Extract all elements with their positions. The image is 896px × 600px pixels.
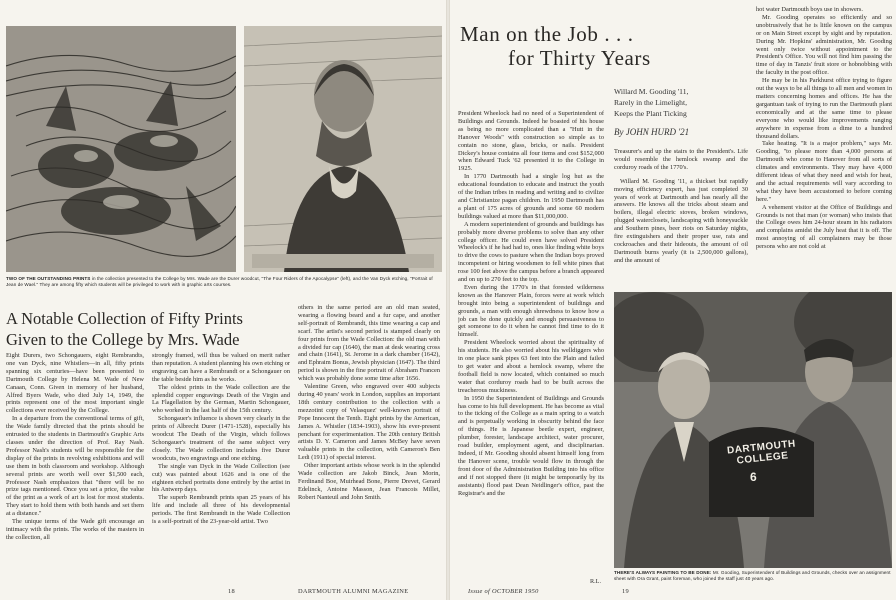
paragraph: Mr. Gooding operates so efficiently and so unobtrusively that he is little known on the campus or on Main Street except by sight and by reputation. During Mr. Hopkins' administration, Mr. Gooding went only twice without appointment to the President's Office. You will not find him passing the time of day in Tanzis' fruit store or hobnobbing with the faculty in the post office. [756,13,892,77]
magazine-name: DARTMOUTH ALUMNI MAGAZINE [298,588,409,595]
prints-headline-line1: A Notable Collection of Fifty Prints [6,309,243,328]
photo-sign-number: 6 [750,470,757,484]
issue-date: Issue of OCTOBER 1950 [468,588,539,595]
paragraph: Treasurer's and up the stairs to the President's. Life would resemble the hemlock swamp and the corduroy roads of the 1770's. [614,148,748,171]
paragraph: Valentine Green, who engraved over 400 subjects during 40 years' work in London, supplies an important 18th century contribution to the collection with a mezzotint copy of Velasquez' well-known portrait of Pope Innocent the Tenth. Eight prints by the American, James A. Whistler (1834-1903), show his ever-present penchant for experimentation. The 20th century British artists D. Y. Cameron and James McBey have seven valuable prints in the collection, with Cameron's Ben Ledi (1911) of special interest. [298,383,440,462]
prints-column-3 [298,304,440,584]
gooding-headline [460,22,720,70]
paragraph: Willard M. Gooding '11, a thickset but rapidly moving efficiency expert, has just completed 30 years of work at Dartmouth and has nearly all the answers. He knows all the tricks about steam and boilers, illegal electric stoves, broken windows, plugged waterclosets, landscaping with honeysuckle and Southern pines, beer riots on Saturday nights, fire extinguishers and their proper use, rats and cockroaches and their hideouts, the amount of oil Dartmouth burns yearly (it is 2,500,000 gallons), and the amount of [614,177,748,264]
paragraph: In 1770 Dartmouth had a single log hut as the educational foundation to educate and instruct the youth of the Indian tribes in reading and writing and to civilize and Christianize pagan children. In 1950 Dartmouth has a plant of 175 acres of grounds and some 60 modern buildings valued at more than $11,000,000. [458,173,604,220]
paragraph: The unique terms of the Wade gift encourage an intimacy with the prints. The works of the masters in the collection, all [6,518,144,541]
paragraph: hot water Dartmouth boys use in showers. [756,6,863,13]
page-number-left: 18 [228,588,235,595]
durer-woodcut-image [6,26,236,272]
gooding-headline-line1: Man on the Job . . . [460,22,634,46]
paragraph: In a departure from the conventional terms of gift, the Wade family directed that the prints should be entrusted to the students in Dartmouth's Graphic Arts classes under the direction of Prof. Ray Nash. Professor Nash's students will be responsible for the display of the prints in revolving exhibitions and will use them in both classroom and workshop. Although several prints are worth well over $1,500 each, Professor Nash emphasizes that "there will be no prize tags mentioned. Once you set a price, the value of the print as a work of art is lost for most students. They start to hold them with both hands and set them at a distance." [6,415,144,518]
prints-caption-text: in the collection presented to the College by Mrs. Wade are the Durer woodcut, "The Four Riders of the Apocalypse" (left), and the Van Dyck etching, "Portrait of Jean de Wael." They are among fifty which students will be privileged to work with in graphic arts courses. [6,276,433,287]
prints-headline-line2: Given to the College by Mrs. Wade [6,330,240,349]
paragraph: He may be in his Parkhurst office trying to figure out the ways to be all things to all men and women in matters concerning homes and offices. He has the gargantuan task of trying to run the Dartmouth plant economically and at the same time to please everyone who would like improvements ranging anywhere in expense from a dime to a hundred thousand dollars. [756,77,892,140]
gooding-caption [614,570,892,582]
prints-column-1 [6,352,144,584]
paragraph: President Wheelock worried about the spirituality of his students. He also worried about his welldiggers who in one place sank pipes 63 feet into the Plain and failed to get water and about a hemlock swamp, where the football field is now located, which contained so much water that corduroy roads had to be built across the treacherous muckiness. [458,339,604,394]
paragraph: Even during the 1770's in that forested wilderness known as the Hanover Plain, forces were at work which brought into being a superintendent of buildings and grounds, a man with enough shrewdness to know how a job can be done quickly and enough persuasiveness to get someone to do it when he cannot find time to do it himself. [458,283,604,339]
paragraph: President Wheelock had no need of a Superintendent of Buildings and Grounds. Indeed he boasted of his house as being no more complicated than a "Hutt in the Hanover Woods" with construction so simple as to contain no stone, glass, bricks, or nails. President Dickey's house contains all four items and cost $152,000 when Edward Tuck '62 presented it to the College in 1925. [458,110,604,173]
byline: By JOHN HURD '21 [614,127,690,137]
gooding-column-2 [614,148,748,290]
gooding-deck [614,87,734,119]
gooding-column-1 [458,110,604,584]
deck-line: Rarely in the Limelight, [614,97,687,107]
signoff: R.L. [590,578,602,585]
prints-caption-lead: TWO OF THE OUTSTANDING PRINTS [6,276,91,281]
paragraph: A vehement visitor at the Office of Buildings and Grounds is not that man (or woman) who insists that the College owes him 24-hour steam in his radiators and complains amidst the July heat that it is off. The most annoying of all complainers may be those persons who are not cold at [756,203,892,251]
paragraph: Other important artists whose work is in the splendid Wade collection are Jakob Binck, Jean Morin, Ferdinand Boe, Muirhead Bone, Pierre Drevet, Gerard Edelinck, Antoine Masson, Jean Francois Millet, Robert Nanteuil and John Smith. [298,462,440,501]
prints-caption [6,276,442,288]
gooding-headline-line2: for Thirty Years [508,46,651,70]
photo-sign-text: DARTMOUTH COLLEGE [726,438,797,467]
paragraph: A modern superintendent of grounds and buildings has probably more diverse problems to solve than any other college officer. He could even have solved President Wheelock's if he had had to, ones like finding white boys to drive the cows to pasture when the Indian boys proved incompetent or hiring woodsmen to fell white pines that rose 100 feet above the campus before a branch appeared and on up to 270 feet to the top. [458,220,604,284]
van-dyck-etching-image [244,26,442,272]
deck-line: Keeps the Plant Ticking [614,108,687,118]
paragraph: The superb Rembrandt prints span 25 years of his life and include all three of his developmental periods. The first Rembrandt in the Wade Collection is a self-portrait of the 23-year-old artist. Two [152,494,290,526]
paragraph: Eight Durers, two Schongauers, eight Rembrandts, one van Dyck, nine Whistlers—in all, fifty prints spanning six centuries—have been presented to Dartmouth College by Helena M. Wade of New Canaan, Conn. Given in memory of her husband, Alfred Byers Wade, who died July 14, 1949, the prints represent one of the most important single collections ever received by the College. [6,352,144,415]
paragraph: The single van Dyck in the Wade Collection (see cut) was painted about 1626 and is one of the eighteen etched portraits done entirely by the artist in his Antwerp days. [152,462,290,494]
paragraph: The oldest prints in the Wade collection are the splendid copper engravings Death of the Virgin and La Flagellation by the German, Martin Schongauer, who worked in the last half of the 15th century. [152,383,290,415]
paragraph: In 1950 the Superintendent of Buildings and Grounds has come to his full development. He has become as vital to the ticking of the College as a main spring to a watch and is perpetually working in obscurity behind the face of things. He is Japanese beetle expert, engineer, plumber, forester, landscape architect, water procurer, road builder, employment agent, and disciplinarian. Indeed, if Mr. Gooding should absent himself long from the Hanover scene, trouble would flow in through the front door of the Administration Building into his office and if not stopped there (it might be temporarily by its assistants) flood past Dean Neidlinger's office, past the Registrar's and the [458,394,604,497]
paragraph: Schongauer's influence is shown very clearly in the prints of Albrecht Durer (1471-1528), especially his woodcut The Death of the Virgin, which follows Schongauer's treatment of the same subject very closely. The Wade collection includes five Durer woodcuts, two engravings and one etching. [152,415,290,462]
paragraph: others in the same period are an old man seated, wearing a flowing beard and a fur cape, and another self-portrait of Rembrandt, this time wearing a cap and scarf. The artist's second period is stamped clearly on four prints from the Wade Collection: the old man with a divided fur cap (1640), the man at desk wearing cross and chain (1641), St. Jerome in a dark chamber (1642), and Ephraim Bonus, Jewish physician (1647). The third period is shown in the fine portrait of Abraham Francen which was probably done some time after 1656. [298,304,440,383]
deck-line: Willard M. Gooding '11, [614,87,689,96]
prints-column-2 [152,352,290,584]
paragraph: Take heating. "It is a major problem," says Mr. Gooding, "to please more than 4,000 persons at Dartmouth who come to Hanover from all sorts of climates and environments. They may have 4,000 different ideas of what they need and wish for heat, and the actual requirements will vary according to what they have been accustomed to before coming here." [756,140,892,203]
left-page [0,0,446,600]
gooding-photo [614,292,892,568]
paragraph: strongly framed, will thus be valued on merit rather than reputation. A student planning his own etching or engraving can have a Rembrandt or a Schongauer on the table beside him as he works. [152,352,290,383]
gooding-caption-lead: THERE'S ALWAYS PAINTING TO BE DONE: [614,570,712,575]
gooding-column-3 [756,6,892,290]
gooding-caption-text: Mr. Gooding, Superintendent of Buildings and Grounds, checks over an assignment sheet with Ora Grant, paint foreman, who joined the staff just 40 years ago. [614,570,891,581]
right-page [450,0,896,600]
page-number-right: 19 [622,588,629,595]
prints-headline [6,308,306,350]
